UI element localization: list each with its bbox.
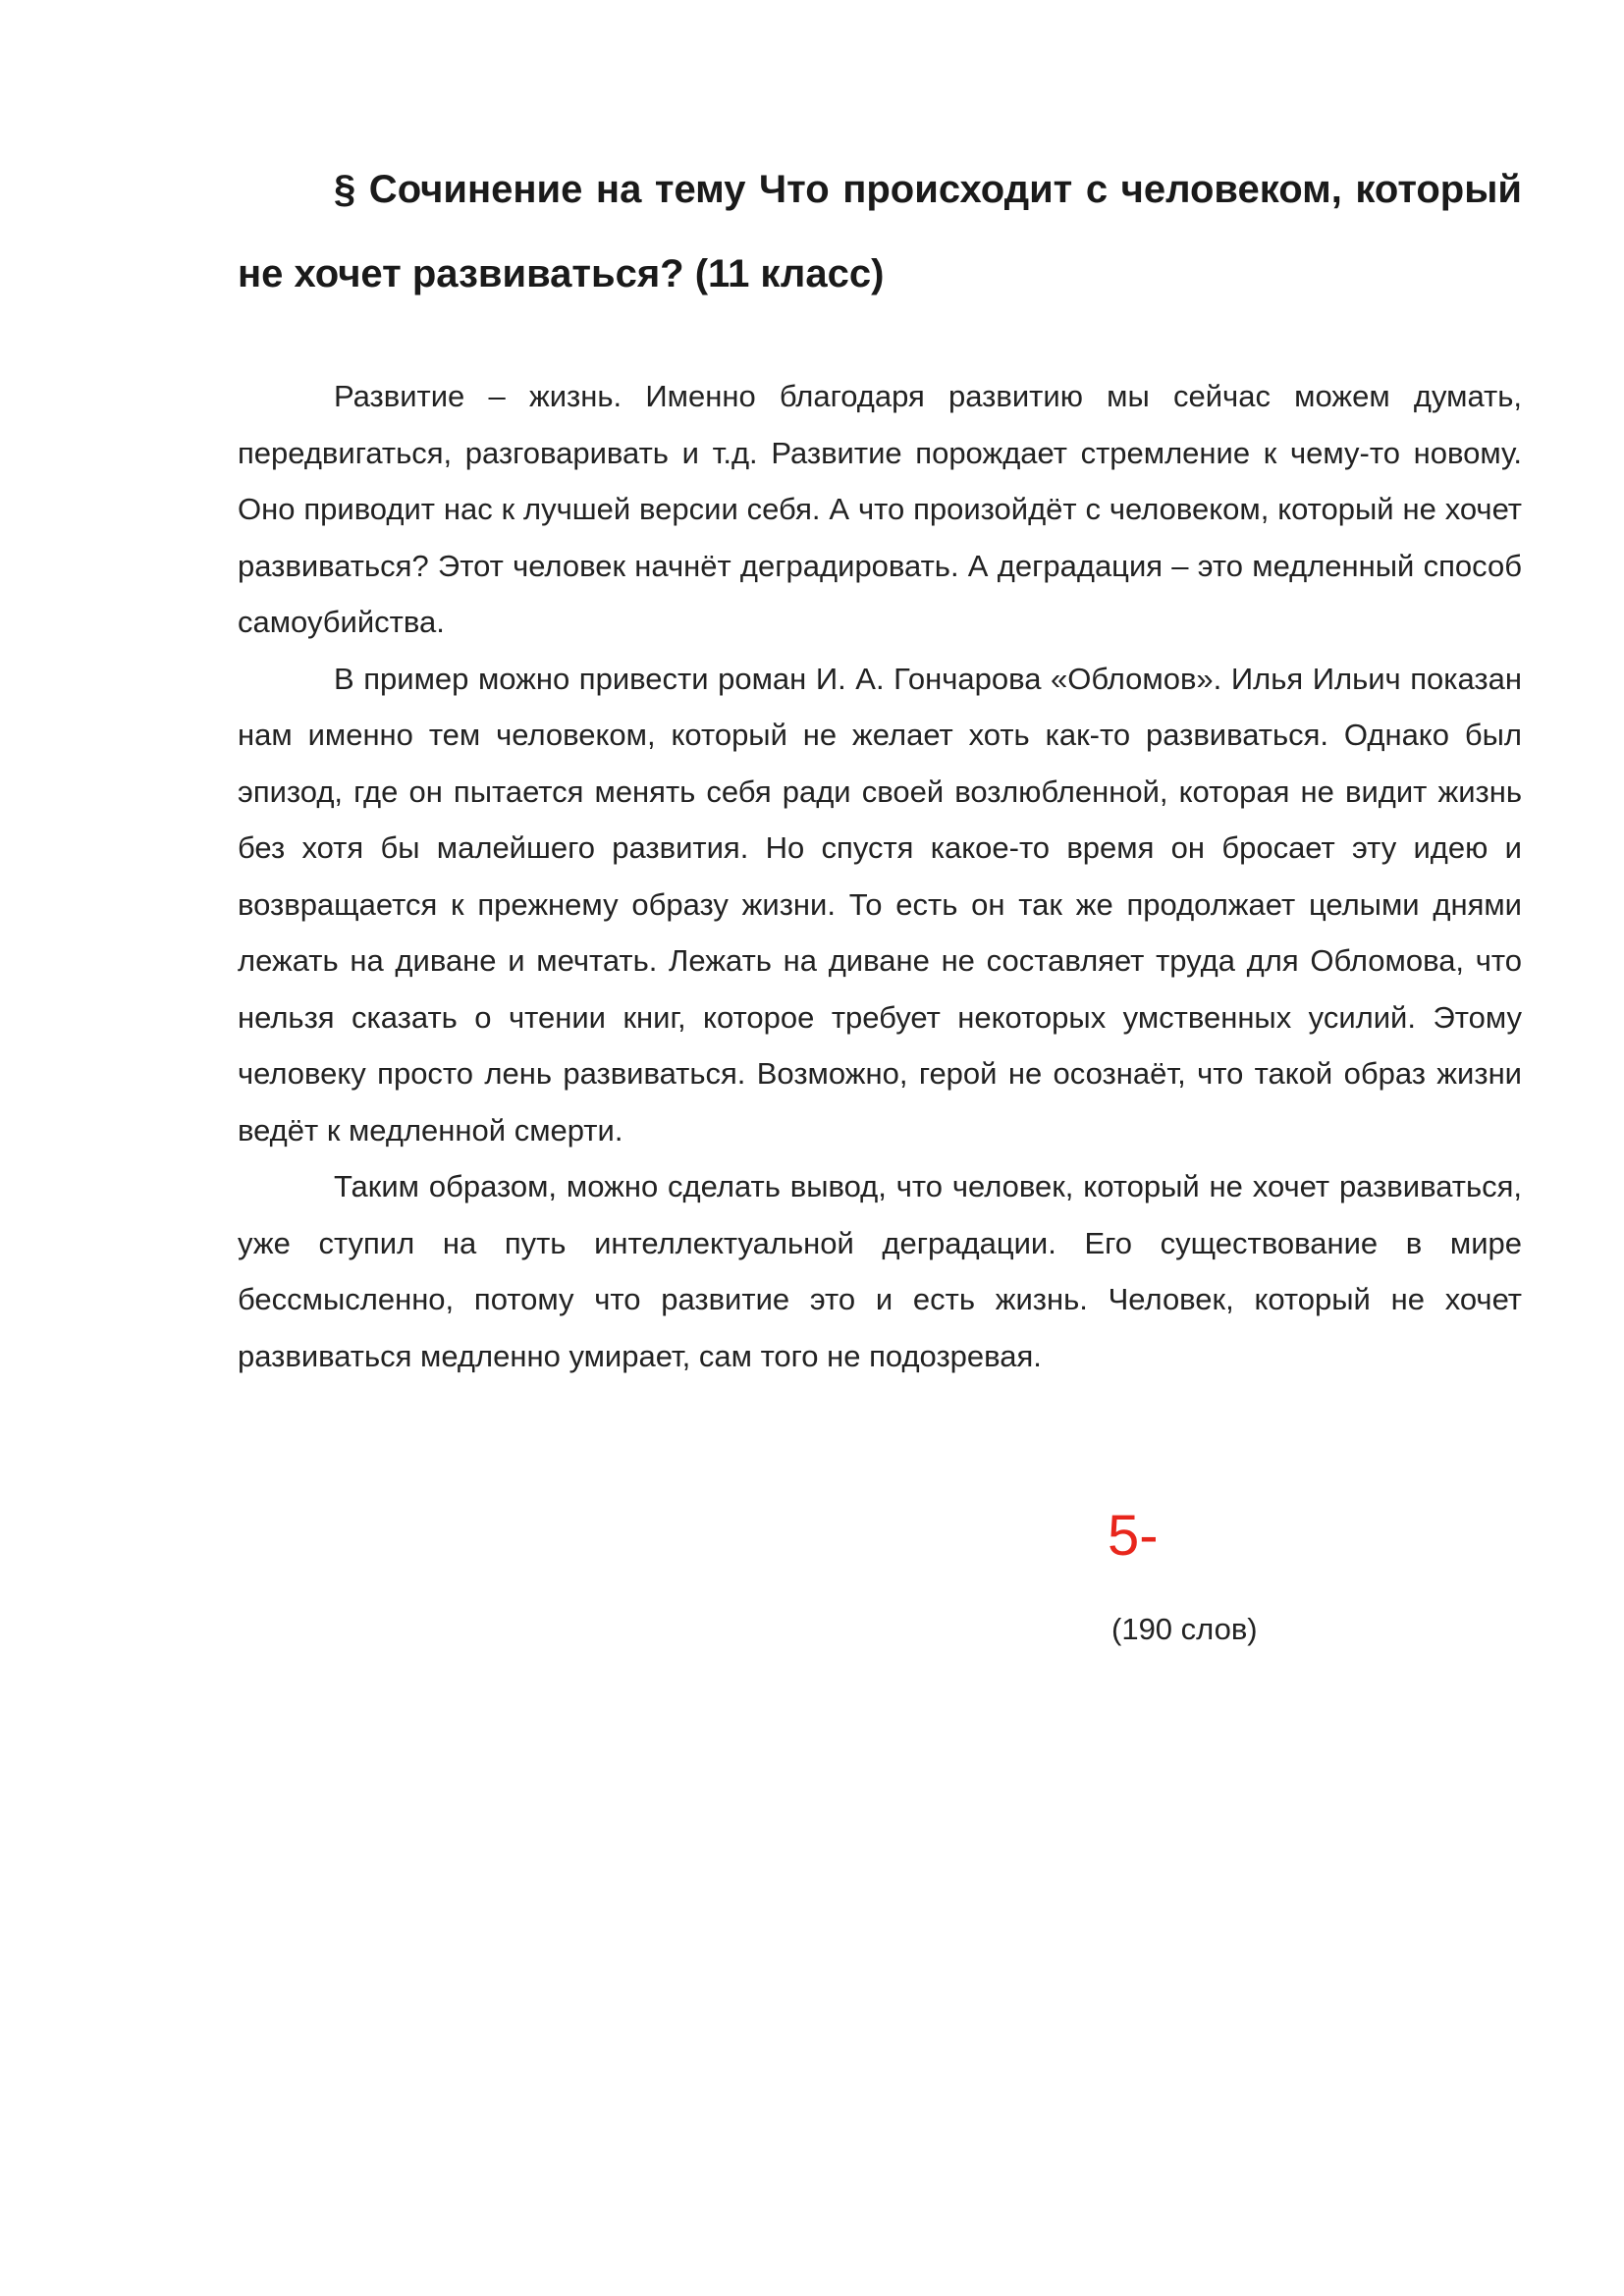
word-count: (190 слов) <box>1111 1612 1258 1646</box>
essay-title: § Сочинение на тему Что происходит с человеком, который не хочет развиваться? (11 класс) <box>238 168 1522 295</box>
essay-paragraph: Развитие – жизнь. Именно благодаря развитию мы сейчас можем думать, передвигаться, разговаривать и т.д. Развитие порождает стремление к чему-то новому. Оно приводит нас к лучшей версии себя. А что произойдёт с человеком, который не хочет развиваться? Этот человек начнёт деградировать. А деградация – это медленный способ самоубийства. <box>238 379 1522 639</box>
essay-content <box>238 147 1522 1384</box>
grade-mark: 5- <box>1108 1504 1159 1568</box>
essay-body <box>238 368 1522 1384</box>
essay-paragraph: Таким образом, можно сделать вывод, что человек, который не хочет развиваться, уже ступил на путь интеллектуальной деградации. Его существование в мире бессмысленно, потому что развитие это и есть жизнь. Человек, который не хочет развиваться медленно умирает, сам того не подозревая. <box>238 1169 1522 1373</box>
essay-paragraph: В пример можно привести роман И. А. Гончарова «Обломов». Илья Ильич показан нам именно тем человеком, который не желает хоть как-то развиваться. Однако был эпизод, где он пытается менять себя ради своей возлюбленной, которая не видит жизнь без хотя бы малейшего развития. Но спустя какое-то время он бросает эту идею и возвращается к прежнему образу жизни. То есть он так же продолжает целыми днями лежать на диване и мечтать. Лежать на диване не составляет труда для Обломова, что нельзя сказать о чтении книг, которое требует некоторых умственных усилий. Этому человеку просто лень развиваться. Возможно, герой не осознаёт, что такой образ жизни ведёт к медленной смерти. <box>238 661 1522 1148</box>
